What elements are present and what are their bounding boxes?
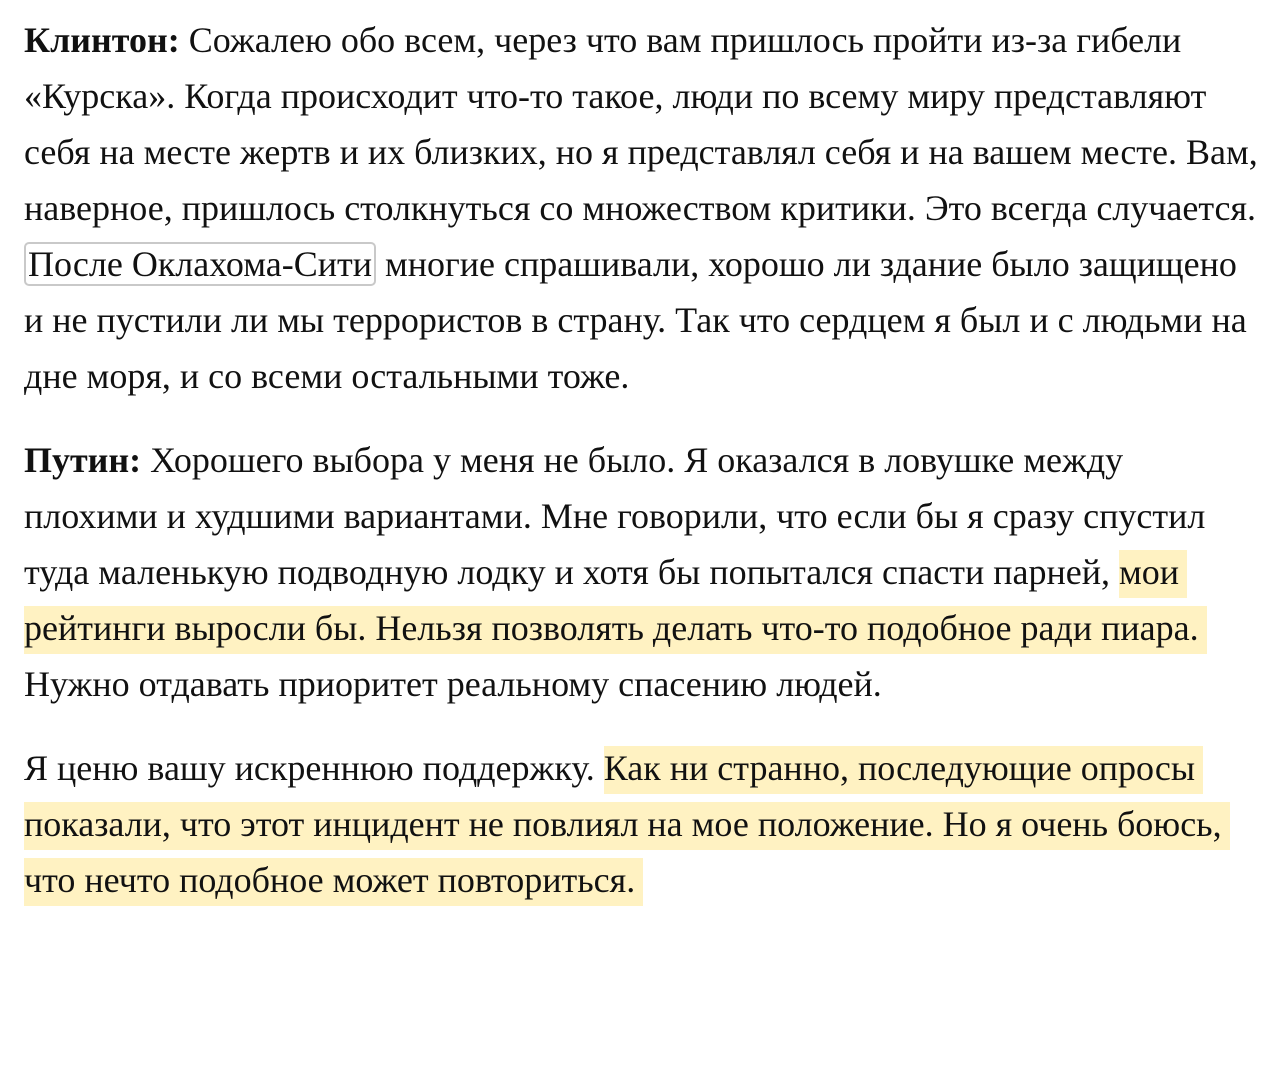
paragraph-text[interactable]: Нужно отдавать приоритет реальному спасению людей.	[24, 664, 882, 704]
paragraph-clinton	[24, 12, 1260, 404]
paragraph-text[interactable]: Я ценю вашу искреннюю поддержку.	[24, 748, 604, 788]
paragraph-text[interactable]: Сожалею обо всем, через что вам пришлось пройти из-за гибели «Курска». Когда происходит что-то такое, люди по всему миру представляют себя на месте жертв и их близких, но я представлял себя и на вашем месте. Вам, наверное, пришлось столкнуться со множеством критики. Это всегда случается.	[24, 20, 1258, 228]
paragraph-putin	[24, 432, 1260, 712]
speaker-name: Клинтон:	[24, 20, 180, 60]
paragraph-putin-continued	[24, 740, 1260, 908]
highlighted-quote[interactable]: мои рейтинги выросли бы. Нельзя позволять делать что-то подобное ради пиара.	[24, 550, 1207, 654]
speaker-name: Путин:	[24, 440, 142, 480]
article-body	[24, 12, 1260, 936]
paragraph-text[interactable]: Хорошего выбора у меня не было. Я оказался в ловушке между плохими и худшими вариантами. Мне говорили, что если бы я сразу спустил туда маленькую подводную лодку и хотя бы попытался спасти парней,	[24, 440, 1206, 592]
highlighted-quote[interactable]: Как ни странно, последующие опросы показали, что этот инцидент не повлиял на мое положение. Но я очень боюсь, что нечто подобное может повториться.	[24, 746, 1230, 906]
oklahoma-city-link[interactable]: После Оклахома-Сити	[24, 242, 376, 286]
paragraph-text[interactable]: многие спрашивали, хорошо ли здание было защищено и не пустили ли мы террористов в страну. Так что сердцем я был и с людьми на дне моря, и со всеми остальными тоже.	[24, 244, 1247, 396]
